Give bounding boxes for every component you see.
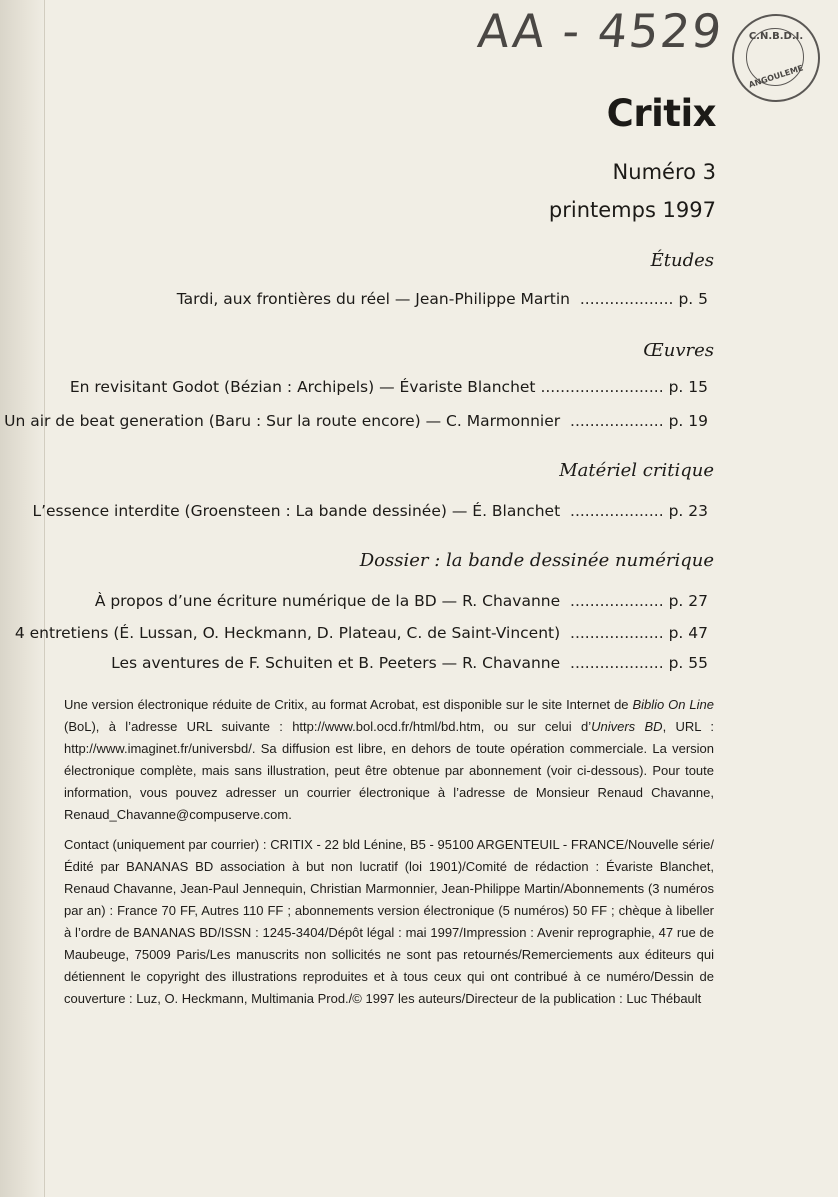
toc-page-number: p. 23 (668, 502, 708, 520)
stamp-top-text: C.N.B.D.I. (748, 31, 804, 42)
notice-text: Une version électronique réduite de Critix, au format Acrobat, est disponible sur le site Internet de (64, 697, 633, 712)
toc-entry (95, 592, 708, 610)
library-stamp (732, 14, 820, 102)
section-title-dossier: Dossier : la bande dessinée numérique (359, 550, 714, 571)
toc-page-number: p. 55 (668, 654, 708, 672)
handwritten-call-number: AA - 4529 (475, 4, 726, 58)
toc-entry-text: En revisitant Godot (Bézian : Archipels) — Évariste Blanchet (69, 378, 536, 396)
section-title-etudes: Études (650, 250, 714, 271)
toc-entry-text: Un air de beat generation (Baru : Sur la route encore) — C. Marmonnier (4, 412, 561, 430)
notice-text: (BoL), à l’adresse URL suivante : http://www.bol.ocd.fr/html/bd.htm, ou sur celui d’ (64, 719, 592, 734)
toc-leader-dots: ................... (570, 502, 664, 520)
colophon-contact-info: Contact (uniquement par courrier) : CRITIX - 22 bld Lénine, B5 - 95100 ARGENTEUIL - FRANCE/Nouvelle série/Édité par BANANAS BD association à but non lucratif (loi 1901)/Comité de rédaction : Évariste Blanchet, Renaud Chavanne, Jean-Paul Jennequin, Christian Marmonnier, Jean-Philippe Martin/Abonnements (3 numéros par an) : France 70 FF, Autres 110 FF ; abonnements version électronique (5 numéros) 50 FF ; chèque à libeller à l’ordre de BANANAS BD/ISSN : 1245-3404/Dépôt légal : mai 1997/Impression : Avenir reprographie, 47 rue de Maubeuge, 75009 Paris/Les manuscrits non sollicités ne sont pas retournés/Remerciements aux éditeurs qui détiennent le copyright des illustrations reproduites et à tous ceux qui ont contribué à ce numéro/Dessin de couverture : Luz, O. Heckmann, Multimania Prod./© 1997 les auteurs/Directeur de la publication : Luc Thébault (64, 837, 714, 1006)
toc-entry-text: Les aventures de F. Schuiten et B. Peeters — R. Chavanne (111, 654, 561, 672)
notice-site-name: Biblio On Line (632, 697, 714, 712)
toc-leader-dots: ................... (570, 592, 664, 610)
toc-entry (177, 290, 708, 308)
issue-number: Numéro 3 (612, 160, 716, 184)
toc-leader-dots: ................... (579, 290, 674, 308)
toc-entry (70, 378, 708, 396)
toc-entry (15, 624, 708, 642)
toc-entry-text: À propos d’une écriture numérique de la BD — R. Chavanne (94, 592, 561, 610)
toc-entry (111, 654, 708, 672)
section-title-oeuvres: Œuvres (643, 340, 714, 361)
toc-page-number: p. 5 (678, 290, 708, 308)
toc-entry-text: 4 entretiens (É. Lussan, O. Heckmann, D. Plateau, C. de Saint-Vincent) (14, 624, 561, 642)
stamp-bottom-text: ANGOULEME (747, 63, 805, 90)
page-gutter-shadow (0, 0, 45, 1197)
electronic-version-notice (64, 694, 714, 826)
toc-page-number: p. 27 (668, 592, 708, 610)
toc-entry-text: L’essence interdite (Groensteen : La bande dessinée) — É. Blanchet (32, 502, 561, 520)
issue-season: printemps 1997 (548, 198, 716, 222)
toc-entry (4, 412, 708, 430)
toc-entry-text: Tardi, aux frontières du réel — Jean-Philippe Martin (176, 290, 571, 308)
notice-text: , URL : http://www.imaginet.fr/universbd/. Sa diffusion est libre, en dehors de toute opération commerciale. La version électronique complète, mais sans illustration, peut être obtenue par abonnement (voir ci-dessous). Pour toute information, vous pouvez adresser un courrier électronique à l’adresse de Monsieur Renaud Chavanne, Renaud_Chavanne@compuserve.com. (64, 719, 714, 822)
toc-leader-dots: ................... (570, 412, 664, 430)
toc-page-number: p. 47 (668, 624, 708, 642)
toc-page-number: p. 15 (668, 378, 708, 396)
toc-entry (32, 502, 708, 520)
toc-page-number: p. 19 (668, 412, 708, 430)
toc-leader-dots: ......................... (540, 378, 664, 396)
journal-title: Critix (606, 92, 716, 135)
notice-site-name: Univers BD (591, 719, 663, 734)
toc-leader-dots: ................... (570, 624, 664, 642)
toc-leader-dots: ................... (570, 654, 664, 672)
section-title-materiel-critique: Matériel critique (559, 460, 714, 481)
